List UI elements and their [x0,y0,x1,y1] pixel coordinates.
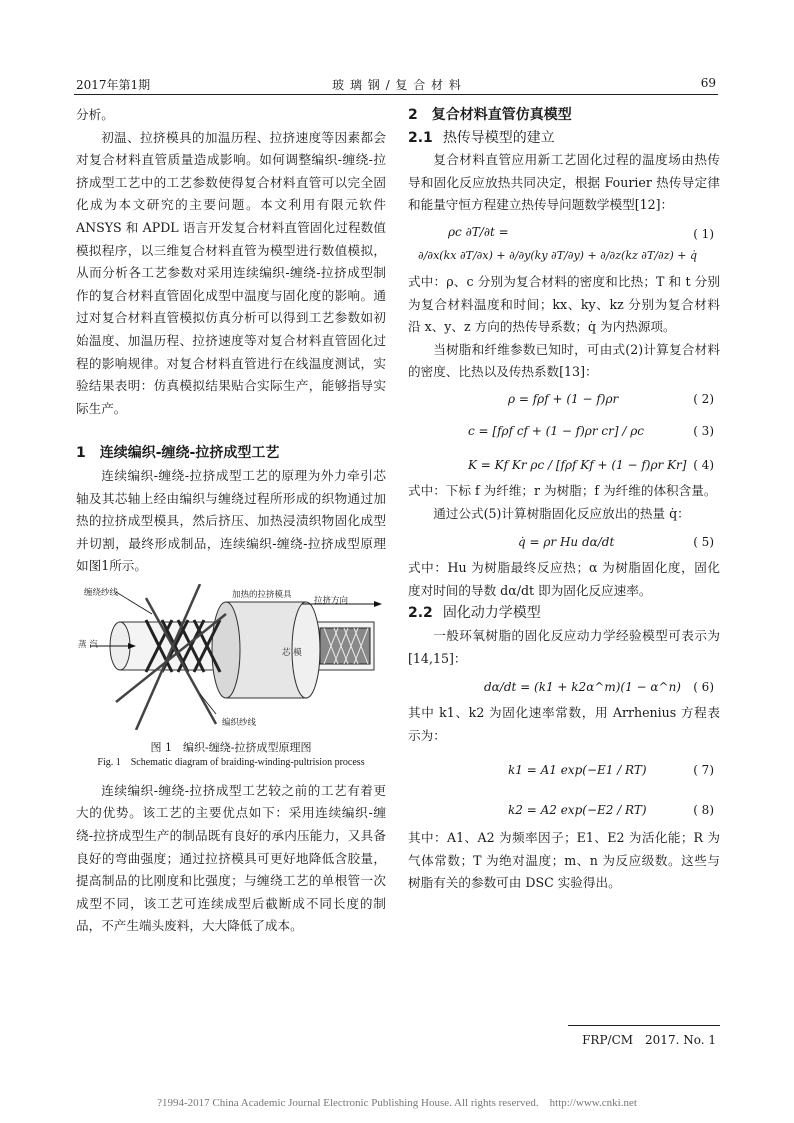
subsection-number: 2.2 [408,605,433,622]
paragraph: 式中：Hu 为树脂最终反应热；α 为树脂固化度，固化度对时间的导数 dα/dt 即为固化反应速率。 [408,560,720,598]
footer-rule [568,1025,720,1026]
header-page-number: 69 [700,76,716,90]
equation-text: ρ = fρf + (1 − f)ρr [508,391,619,406]
left-column [76,104,386,938]
paragraph: 一般环氧树脂的固化反应动力学经验模型可表示为[14,15]： [408,627,720,666]
subsection-title: 固化动力学模型 [442,605,541,622]
equation-number: ( 6) [693,680,714,695]
right-column [408,104,720,895]
subsection-number: 2.1 [408,129,433,146]
figure-1 [76,584,386,730]
label-heated-die: 加热的拉挤模具 [232,589,292,600]
paragraph: 复合材料直管应用新工艺固化过程的温度场由热传导和固化反应放热共同决定，根据 Fourier 热传导定律和能量守恒方程建立热传导问题数学模型[12]： [408,152,720,213]
paragraph: 其中 k1、k2 为固化速率常数，用 Arrhenius 方程表示为： [408,705,720,743]
label-pull-direction: 拉挤方向 [314,595,349,606]
header-journal: 玻 璃 钢 / 复 合 材 料 [332,78,462,92]
equation-number: ( 5) [693,535,714,550]
paragraph: 其中：A1、A2 为频率因子；E1、E2 为活化能；R 为气体常数；T 为绝对温度；m、n 为反应级数。这些与树脂有关的参数可由 DSC 实验得出。 [408,830,720,891]
equation-6 [408,670,720,702]
equation-number: ( 2) [693,391,714,406]
paragraph: 式中：ρ、c 分别为复合材料的密度和比热；T 和 t 分别为复合材料温度和时间；kx、ky、kz 分别为复合材料沿 x、y、z 方向的热传导系数；q̇ 为内热源项。 [408,273,720,335]
equation-text: dα/dt = (k1 + k2α^m)(1 − α^n) [484,680,681,695]
label-braid-yarn: 编织纱线 [222,717,257,728]
equation-text: c = [fρf cf + (1 − f)ρr cr] / ρc [468,423,644,438]
paragraph: 初温、拉挤模具的加温历程、拉挤速度等因素都会对复合材料直管质量造成影响。如何调整编织-缠绕-拉挤成型工艺中的工艺参数使得复合材料直管可以完全固化成为本文研究的主要问题。本文利用有限元软件 ANSYS 和 APDL 语言开发复合材料直管固化过程数值模拟程序，以三维复合材料直管为模型进行数值模拟，从而分析各工艺参数对采用连续编织-缠绕-拉挤成型制作的复合材料直管固化成型中温度与固化度的影响。通过对复合材料直管模拟仿真分析可以得到工艺参数如初始温度、加温历程、拉挤速度等对复合材料直管固化过程的影响规律。对复合材料直管进行在线温度测试，实验结果表明：仿真模拟结果贴合实际生产，能够指导实际生产。 [76,129,386,416]
section-title: 复合材料直管仿真模型 [431,107,572,123]
paragraph: 当树脂和纤维参数已知时，可由式(2)计算复合材料的密度、比热以及传热系数[13]： [408,341,720,380]
section-number: 2 [408,107,418,123]
label-winding-yarn: 缠绕纱线 [84,587,119,598]
equation-5 [408,525,720,557]
section-number: 1 [76,445,86,462]
equation-text: k1 = A1 exp(−E1 / RT) [508,763,647,778]
equation-3 [408,412,720,446]
equation-number: ( 7) [693,763,714,778]
copyright-notice: ?1994-2017 China Academic Journal Electronic Publishing House. All rights reserved. http://www.cnki.net [157,1097,637,1109]
equation-number: ( 1) [693,226,714,241]
equation-2 [408,384,720,412]
equation-1-lhs [408,217,720,241]
paragraph: 连续编织-缠绕-拉挤成型工艺较之前的工艺有着更大的优势。该工艺的主要优点如下：采用连续编织-缠绕-拉挤成型生产的制品既有良好的承内压能力，又具备良好的弯曲强度；通过拉挤模具可更好地降低含胶量，提高制品的比刚度和比强度；与缠绕工艺的单根管一次成型不同，该工艺可连续成型后截断成不同长度的制品，不产生端头废料，大大降低了成本。 [76,782,386,934]
header-rule [74,94,718,95]
subsection-title: 热传导模型的建立 [442,129,555,146]
section-title: 连续编织-缠绕-拉挤成型工艺 [99,445,280,462]
header-issue: 2017年第1期 [76,78,151,92]
paragraph: 连续编织-缠绕-拉挤成型工艺的原理为外力牵引芯轴及其芯轴上经由编织与缠绕过程所形成的织物通过加热的拉挤成型模具，然后挤压、加热浸渍织物固化成型并切割，最终形成制品，连续编织-缠绕-拉挤成型原理如图1所示。 [76,467,386,574]
paragraph: 通过公式(5)计算树脂固化反应放出的热量 q̇： [433,505,690,521]
paragraph: 式中：下标 f 为纤维；r 为树脂；f 为纤维的体积含量。 [408,482,717,498]
equation-4 [408,446,720,480]
equation-text: ρc ∂T/∂t = [448,224,509,239]
subsection-heading-2-2 [408,602,720,625]
figure-caption-en: Fig. 1 Schematic diagram of braiding-winding-pultrision process [97,756,365,768]
equation-7 [408,747,720,787]
figure-caption-cn: 图 1 编织-缠绕-拉挤成型原理图 [150,740,312,754]
subsection-heading-2-1 [408,127,720,150]
section-heading-1 [76,442,386,465]
label-mandrel: 芯 模 [282,647,302,658]
equation-text: q̇ = ρr Hu dα/dt [518,535,615,550]
equation-8 [408,787,720,827]
footer-journal-issue: FRP/CM 2017. No. 1 [582,1033,716,1047]
section-heading-2 [408,104,720,127]
paragraph: 分析。 [76,107,114,122]
equation-text: k2 = A2 exp(−E2 / RT) [508,803,647,818]
equation-text: K = Kf Kr ρc / [fρf Kf + (1 − f)ρr Kr] [468,457,687,472]
equation-number: ( 3) [693,423,714,438]
equation-number: ( 4) [693,457,714,472]
equation-number: ( 8) [693,803,714,818]
equation-text: ∂/∂x(kx ∂T/∂x) + ∂/∂y(ky ∂T/∂y) + ∂/∂z(kz ∂T/∂z) + q̇ [418,248,698,262]
label-steam: 蒸 汽 [78,639,98,650]
